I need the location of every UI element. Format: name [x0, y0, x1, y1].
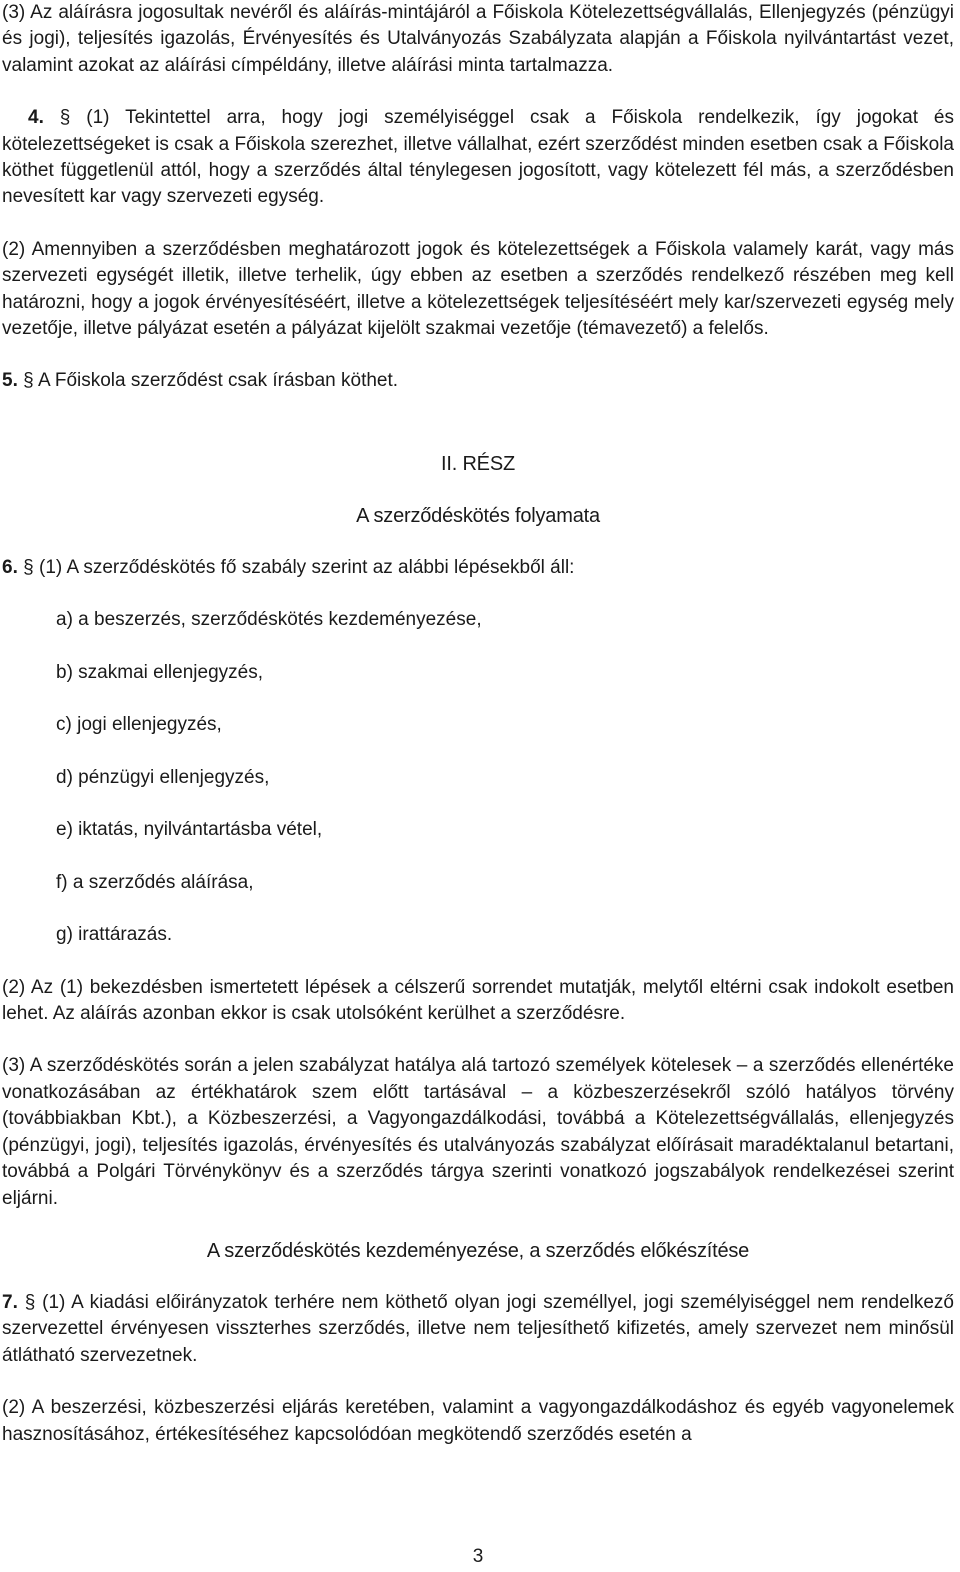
list-item: g) irattárazás.: [56, 924, 173, 946]
section-7-paragraph-1: [2, 1290, 954, 1369]
section-7-number: 7.: [2, 1291, 18, 1313]
section-4-paragraph-1: [2, 105, 954, 211]
section-6-paragraph-2: (2) Az (1) bekezdésben ismertetett lépések a célszerű sorrendet mutatják, melytől eltérni csak indokolt esetben lehet. Az aláírás azonban ekkor is csak utolsóként kerülhet a szerződésre.: [2, 976, 954, 1025]
section-7-paragraph-2: (2) A beszerzési, közbeszerzési eljárás keretében, valamint a vagyongazdálkodáshoz és egyéb vagyonelemek hasznosításához, értékesítéséhez kapcsolódóan megkötendő szerződés esetén a: [2, 1397, 954, 1445]
paragraph-3-continued: (3) Az aláírásra jogosultak nevéről és aláírás-mintájáról a Főiskola Kötelezettségvállalás, Ellenjegyzés (pénzügyi és jogi), teljesítés igazolás, Érvényesítés és Utalványozás Szabályzata alapján a Főiskola nyilvántartást vezet, valamint azokat az aláírási címpéldány, illetve aláírási minta tartalmazza.: [2, 2, 954, 76]
list-item: c) jogi ellenjegyzés,: [56, 714, 222, 736]
section-4-number: 4.: [28, 107, 44, 129]
part-heading: II. RÉSZ: [441, 452, 515, 475]
list-item: f) a szerződés aláírása,: [56, 871, 254, 893]
section-5-number: 5.: [2, 370, 18, 392]
part-title: A szerződéskötés folyamata: [356, 504, 600, 527]
list-item: e) iktatás, nyilvántartásba vétel,: [56, 819, 323, 841]
section-7-text: § (1) A kiadási előirányzatok terhére nem köthető olyan jogi személlyel, jogi személyiséggel nem rendelkező szervezettel érvényesen visszterhes szerződés, illetve nem teljesíthető kifizetés, amely szervezet nem minősül átlátható szervezetnek.: [2, 1291, 954, 1366]
steps-list: [2, 607, 954, 948]
list-item: a) a beszerzés, szerződéskötés kezdeményezése,: [56, 609, 482, 631]
sub-heading: A szerződéskötés kezdeményezése, a szerződés előkészítése: [206, 1239, 750, 1262]
section-6-paragraph-3: (3) A szerződéskötés során a jelen szabályzat hatálya alá tartozó személyek kötelesek – a szerződés ellenértéke vonatkozásában az értékhatárok szem előtt tartásával – a közbeszerzésekről szóló hatályos törvény (továbbiakban Kbt.), a Közbeszerzési, a Vagyongazdálkodási, továbbá a Kötelezettségvállalás, ellenjegyzés (pénzügyi, jogi), teljesítés igazolás, érvényesítés és utalványozás szabályzat előírásait maradéktalanul betartani, továbbá a Polgári Törvénykönyv és a szerződés tárgya szerinti vonatkozó jogszabályok rendelkezései szerint eljárni.: [2, 1055, 954, 1209]
section-4-paragraph-2: (2) Amennyiben a szerződésben meghatározott jogok és kötelezettségek a Főiskola valamely karát, vagy más szervezeti egységét illetik, illetve terhelik, úgy ebben az esetben a szerződés rendelkező részében meg kell határozni, hogy a jogok érvényesítéséért, illetve a kötelezettségek teljesítéséért mely kar/szervezeti egység mely vezetője, illetve pályázat esetén a pályázat kijelölt szakmai vezetője (témavezető) a felelős.: [2, 238, 954, 340]
section-4-text: § (1) Tekintettel arra, hogy jogi személyiséggel csak a Főiskola rendelkezik, így jogokat és kötelezettségeket is csak a Főiskola szerezhet, illetve vállalhat, ezért szerződést minden esetben csak a Főiskola köthet függetlenül attól, hogy a szerződés által ténylegesen jogosított, vagy kötelezett fél más, a szerződésben nevesített kar vagy szervezeti egység.: [2, 107, 954, 208]
section-6-text: § (1) A szerződéskötés fő szabály szerint az alábbi lépésekből áll:: [23, 556, 575, 578]
page-number: 3: [472, 1546, 484, 1567]
section-5-text: § A Főiskola szerződést csak írásban köthet.: [23, 370, 399, 392]
section-6-number: 6.: [2, 556, 18, 578]
document-page: [2, 0, 954, 1448]
list-item: b) szakmai ellenjegyzés,: [56, 661, 263, 683]
section-5-paragraph: [2, 368, 954, 394]
list-item: d) pénzügyi ellenjegyzés,: [56, 766, 270, 788]
section-6-paragraph-1: [2, 555, 954, 581]
